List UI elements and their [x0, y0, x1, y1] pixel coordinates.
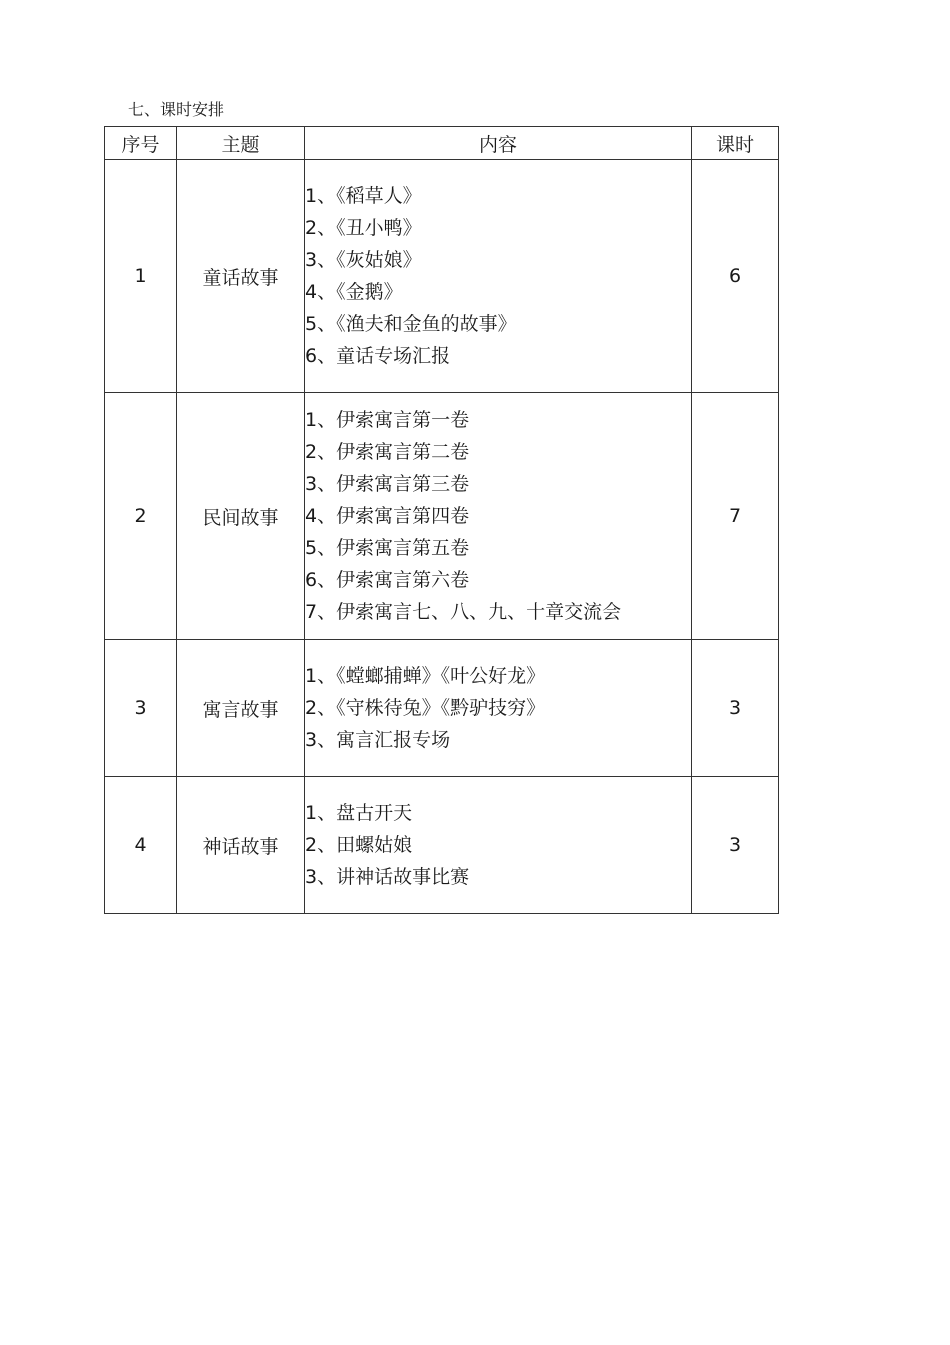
- content-item: 6、伊索寓言第六卷: [305, 569, 470, 591]
- row-hours: 3: [692, 777, 779, 914]
- row-num: 1: [105, 160, 177, 393]
- schedule-table: [104, 126, 779, 914]
- content-item: 2、田螺姑娘: [305, 834, 413, 856]
- content-item: 2、《守株待兔》《黔驴技穷》: [305, 697, 546, 719]
- content-item: 4、伊索寓言第四卷: [305, 505, 470, 527]
- header-hours: 课时: [692, 127, 779, 160]
- content-item: 3、讲神话故事比赛: [305, 866, 470, 888]
- row-num: 2: [105, 393, 177, 640]
- content-item: 1、伊索寓言第一卷: [305, 409, 470, 431]
- header-topic: 主题: [177, 127, 305, 160]
- content-item: 1、《稻草人》: [305, 185, 422, 207]
- content-item: 4、《金鹅》: [305, 281, 403, 303]
- row-num: 3: [105, 640, 177, 777]
- row-content: [305, 393, 692, 640]
- content-item: 2、伊索寓言第二卷: [305, 441, 470, 463]
- table-row: [105, 160, 779, 393]
- content-item: 2、《丑小鸭》: [305, 217, 422, 239]
- row-content: [305, 160, 692, 393]
- row-topic: 童话故事: [177, 160, 305, 393]
- content-item: 5、伊索寓言第五卷: [305, 537, 470, 559]
- header-num: 序号: [105, 127, 177, 160]
- table-row: [105, 640, 779, 777]
- content-item: 3、寓言汇报专场: [305, 729, 451, 751]
- content-item: 7、伊索寓言七、八、九、十章交流会: [305, 601, 622, 623]
- section-heading: 七、课时安排: [128, 100, 225, 119]
- content-item: 1、《螳螂捕蝉》《叶公好龙》: [305, 665, 546, 687]
- content-item: 3、伊索寓言第三卷: [305, 473, 470, 495]
- row-num: 4: [105, 777, 177, 914]
- content-item: 5、《渔夫和金鱼的故事》: [305, 313, 517, 335]
- row-topic: 民间故事: [177, 393, 305, 640]
- row-hours: 3: [692, 640, 779, 777]
- row-topic: 寓言故事: [177, 640, 305, 777]
- row-hours: 7: [692, 393, 779, 640]
- content-item: 3、《灰姑娘》: [305, 249, 422, 271]
- row-hours: 6: [692, 160, 779, 393]
- table-row: [105, 393, 779, 640]
- row-topic: 神话故事: [177, 777, 305, 914]
- content-item: 1、盘古开天: [305, 802, 413, 824]
- row-content: [305, 640, 692, 777]
- table-row: [105, 777, 779, 914]
- table-header-row: [105, 127, 779, 160]
- content-item: 6、童话专场汇报: [305, 345, 451, 367]
- row-content: [305, 777, 692, 914]
- header-content: 内容: [305, 127, 692, 160]
